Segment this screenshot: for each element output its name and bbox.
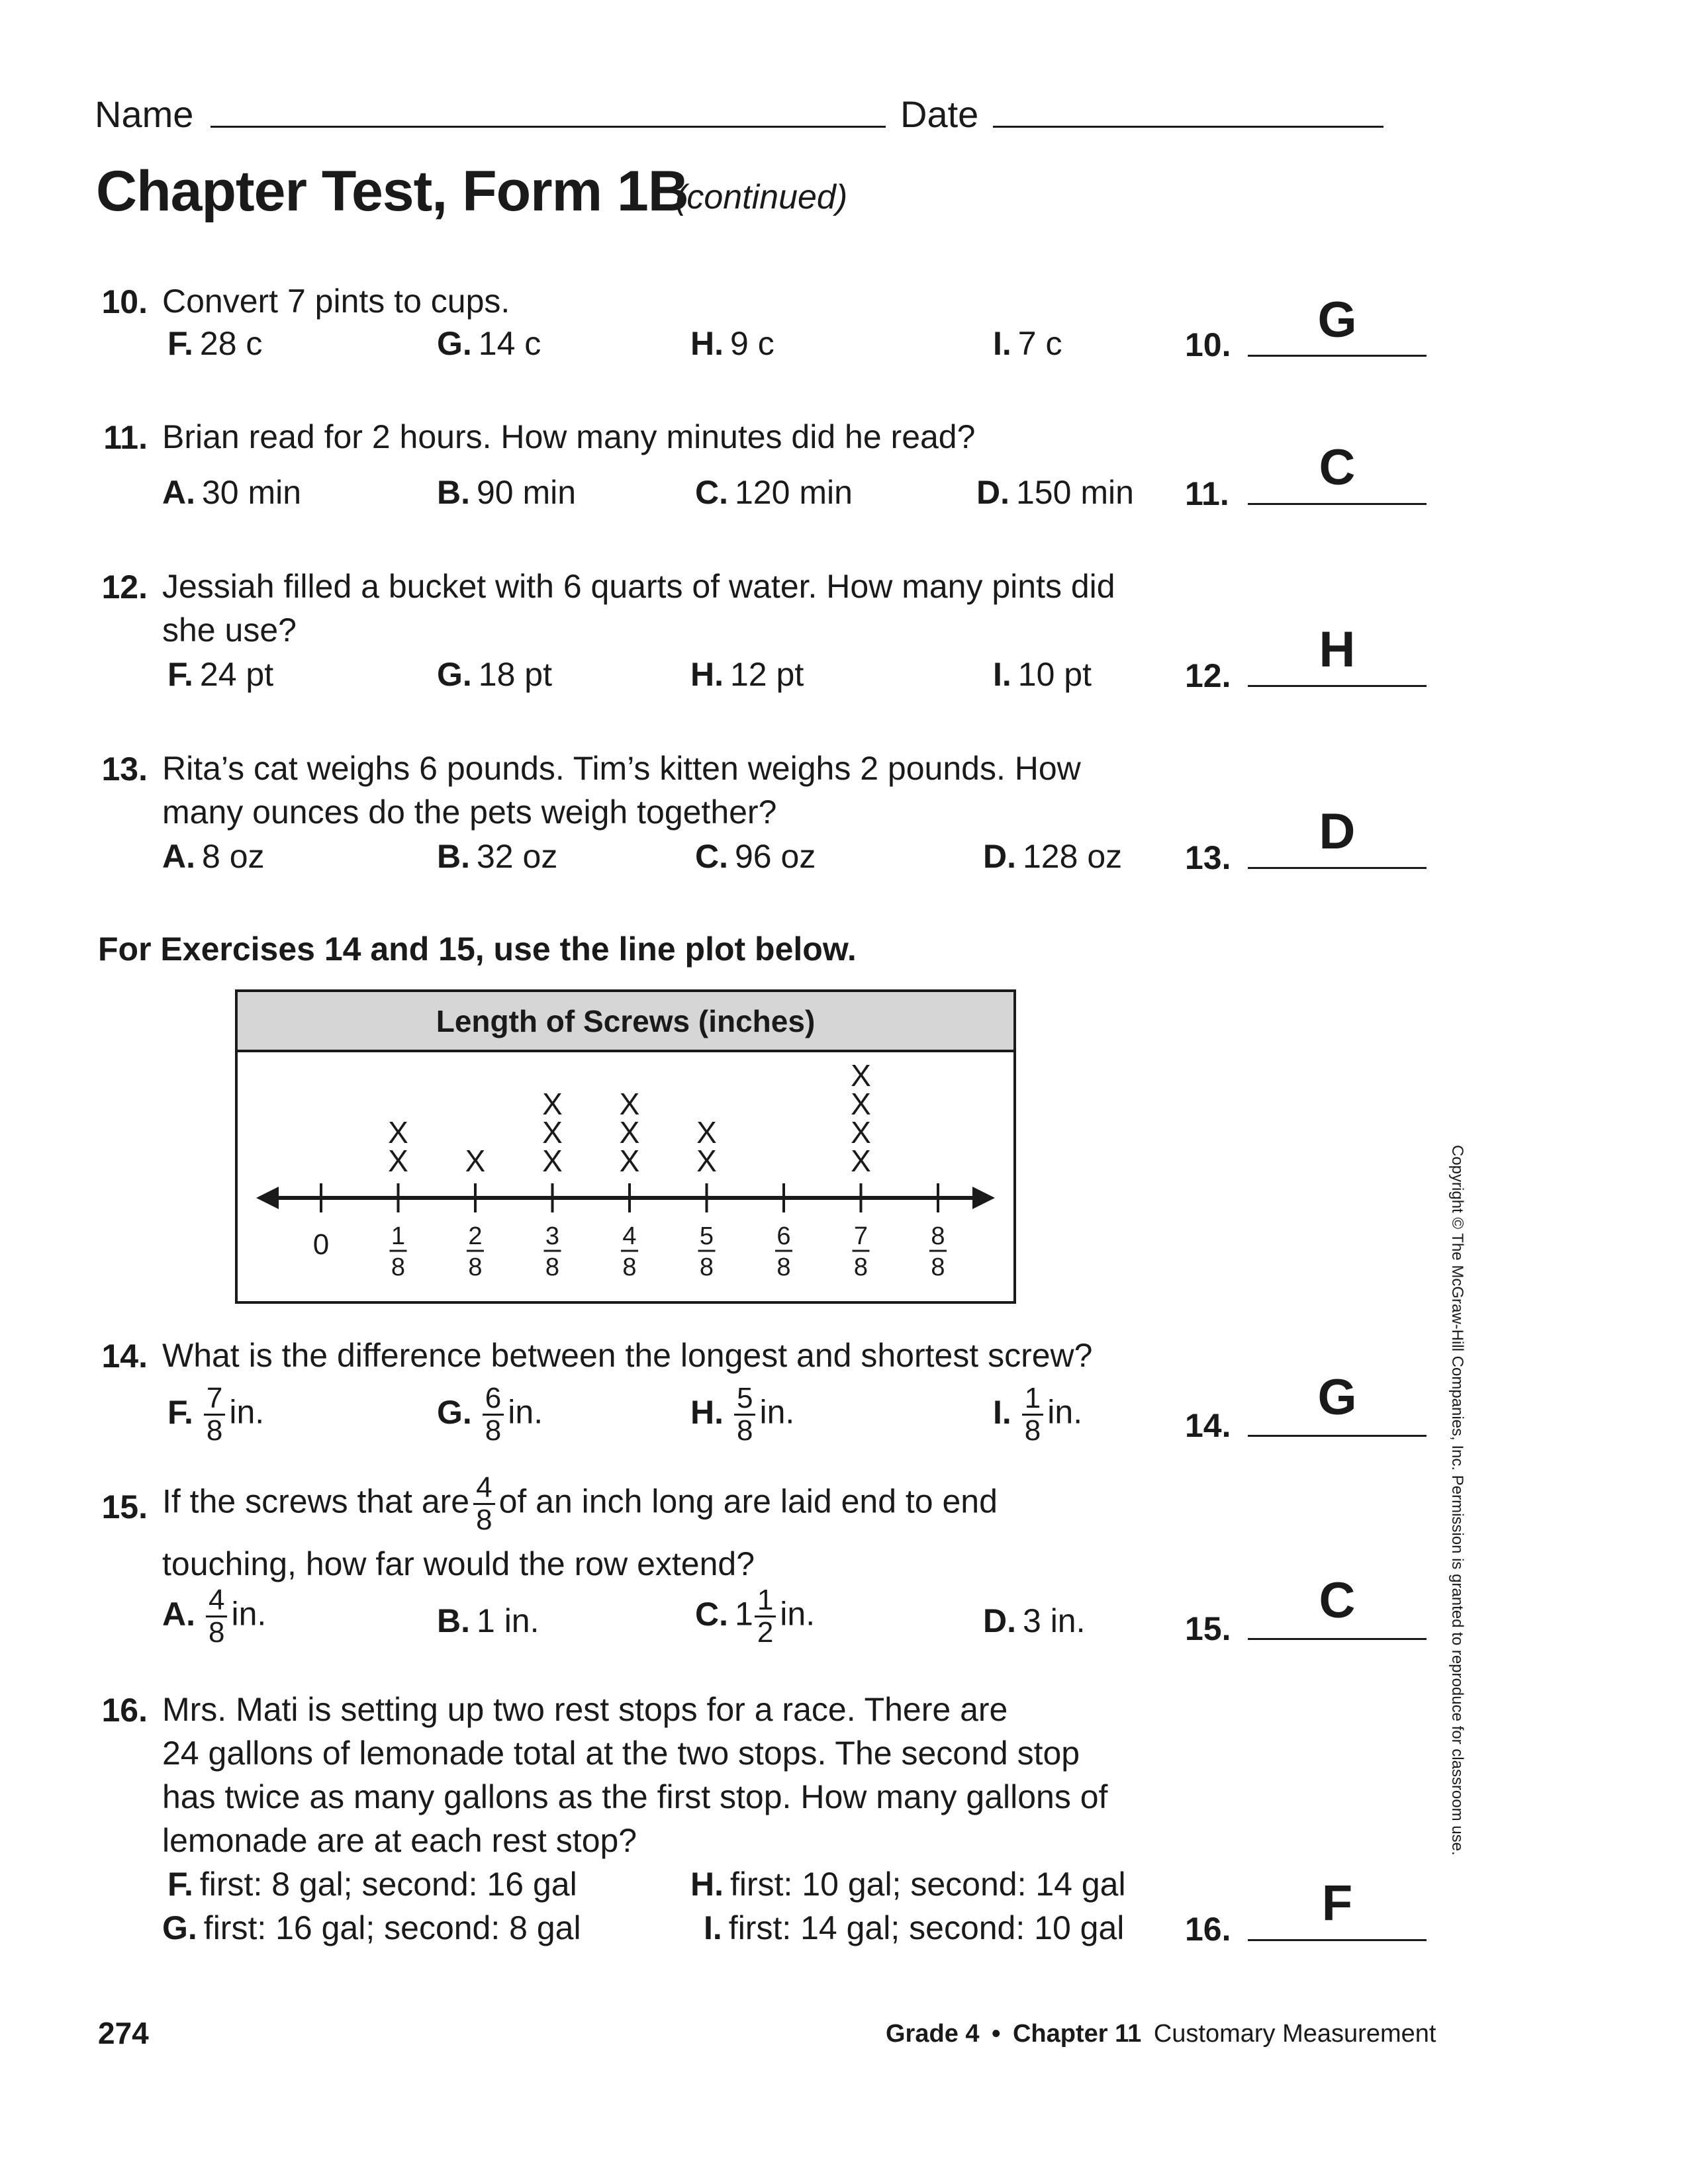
data-point-x: X [388,1144,408,1178]
option-a[interactable]: A. 30 min [162,474,302,511]
answer-line[interactable] [1248,867,1427,869]
data-point-x: X [542,1144,563,1178]
answer-value: C [1319,1572,1356,1629]
data-point-x: X [696,1144,717,1178]
answer-line[interactable] [1248,503,1427,505]
name-field[interactable] [211,126,886,128]
option-f[interactable]: F. 28 c [167,325,263,362]
tick-label-numerator: 3 [545,1222,560,1250]
option-b[interactable]: B. 90 min [437,474,577,511]
answer-value: D [1319,803,1356,860]
tick-label-numerator: 6 [776,1222,791,1250]
date-field[interactable] [993,126,1383,128]
tick-label: 0 [312,1228,330,1261]
option-a[interactable]: A. 8 oz [162,838,265,875]
option-g[interactable]: G. 14 c [437,325,541,362]
answer-line[interactable] [1248,355,1427,357]
answer-label: 11. [1185,475,1229,512]
option-g[interactable]: G. first: 16 gal; second: 8 gal [162,1909,581,1946]
answer-line[interactable] [1248,1435,1427,1437]
footer-chapter-info [886,2020,1436,2048]
data-point-x: X [619,1115,640,1150]
option-b[interactable]: B. 1 in. [437,1602,539,1639]
question-text-line3: has twice as many gallons as the first stop. How many gallons of [162,1778,1108,1815]
answer-label: 12. [1185,657,1231,694]
answer-value: C [1319,439,1356,496]
data-point-x: X [696,1115,717,1150]
data-point-x: X [619,1144,640,1178]
option-d[interactable]: D. 150 min [976,474,1134,511]
answer-label: 16. [1185,1911,1231,1948]
question-text-line4: lemonade are at each rest stop? [162,1822,637,1859]
option-g[interactable]: G. 18 pt [437,656,553,693]
answer-line[interactable] [1248,1939,1427,1941]
answer-line[interactable] [1248,685,1427,687]
question-text: Convert 7 pints to cups. [162,283,510,320]
name-label: Name [95,93,194,135]
option-a[interactable]: A. $\frac{4}{8}$ in. [162,1584,267,1649]
footer-chapter: Chapter 11 [1012,2020,1142,2048]
answer-value: G [1317,292,1357,348]
copyright-notice: Copyright © The McGraw-Hill Companies, Inc. Permission is granted to reproduce for classroom use. [1448,1145,1466,1856]
answer-label: 15. [1185,1610,1231,1647]
option-f[interactable]: F. first: 8 gal; second: 16 gal [167,1866,577,1903]
option-i[interactable]: I. 10 pt [993,656,1092,693]
question-text: What is the difference between the longest and shortest screw? [162,1337,1093,1374]
answer-label: 13. [1185,839,1231,876]
option-b[interactable]: B. 32 oz [437,838,558,875]
option-f[interactable]: F. 24 pt [167,656,274,693]
option-h[interactable]: H. first: 10 gal; second: 14 gal [690,1866,1126,1903]
question-number: 10. [101,283,148,320]
line-plot [235,989,1016,1304]
question-text-line2: touching, how far would the row extend? [162,1545,755,1582]
footer-bullet: • [992,2020,1001,2048]
plot-title: Length of Screws (inches) [436,1004,816,1038]
option-i[interactable]: I. first: 14 gal; second: 10 gal [704,1909,1125,1946]
data-point-x: X [851,1058,871,1093]
question-text-line1: Rita’s cat weighs 6 pounds. Tim’s kitten weighs 2 pounds. How [162,750,1081,787]
option-i[interactable]: I. $\frac{1}{8}$ in. [993,1382,1083,1447]
tick-label-denominator: 8 [391,1253,406,1281]
option-c[interactable]: C. 120 min [695,474,853,511]
option-f[interactable]: F. $\frac{7}{8}$ in. [167,1382,265,1447]
answer-line[interactable] [1248,1638,1427,1640]
tick-label-denominator: 8 [853,1253,868,1281]
question-number: 13. [101,751,148,788]
tick-label-numerator: 2 [468,1222,483,1250]
tick-label-numerator: 5 [699,1222,714,1250]
data-point-x: X [465,1144,486,1178]
option-d[interactable]: D. 3 in. [983,1602,1086,1639]
question-number: 11. [103,419,148,456]
question-text: Brian read for 2 hours. How many minutes did he read? [162,418,976,455]
footer-topic: Customary Measurement [1153,2020,1436,2048]
option-d[interactable]: D. 128 oz [983,838,1123,875]
question-text-line1: If the screws that are $\frac{4}{8}$ of an inch long are laid end to end [162,1471,998,1536]
data-point-x: X [542,1087,563,1121]
tick-label-denominator: 8 [468,1253,483,1281]
tick-label-denominator: 8 [699,1253,714,1281]
exercise-note: For Exercises 14 and 15, use the line plot below. [98,931,857,968]
tick-label-denominator: 8 [931,1253,945,1281]
answer-label: 10. [1185,326,1231,363]
answer-value: F [1321,1875,1353,1931]
data-point-x: X [388,1115,408,1150]
question-number: 14. [101,1338,148,1375]
question-number: 12. [101,569,148,606]
option-h[interactable]: H. 9 c [690,325,774,362]
tick-label-denominator: 8 [776,1253,791,1281]
question-number: 15. [101,1488,148,1525]
page-number: 274 [98,2016,149,2050]
option-i[interactable]: I. 7 c [993,325,1062,362]
tick-label-numerator: 1 [391,1222,406,1250]
option-h[interactable]: H. 12 pt [690,656,804,693]
option-g[interactable]: G. $\frac{6}{8}$ in. [437,1382,543,1447]
footer-grade: Grade 4 [886,2020,980,2048]
data-point-x: X [851,1087,871,1121]
option-h[interactable]: H. $\frac{5}{8}$ in. [690,1382,795,1447]
continued-note: (continued) [675,178,848,216]
tick-label-numerator: 7 [853,1222,868,1250]
question-text-line1: Mrs. Mati is setting up two rest stops for a race. There are [162,1691,1008,1728]
tick-label-numerator: 4 [622,1222,637,1250]
page-title: Chapter Test, Form 1B [96,159,688,223]
option-c[interactable]: C. 96 oz [695,838,816,875]
question-text-line2: 24 gallons of lemonade total at the two stops. The second stop [162,1735,1080,1772]
question-text-line2: she use? [162,612,297,649]
tick-label-denominator: 8 [622,1253,637,1281]
tick-label-denominator: 8 [545,1253,560,1281]
tick-label-numerator: 8 [931,1222,945,1250]
question-text-line2: many ounces do the pets weigh together? [162,794,777,831]
answer-value: G [1317,1369,1357,1426]
answer-label: 14. [1185,1407,1231,1444]
answer-value: H [1319,621,1356,678]
data-point-x: X [542,1115,563,1150]
option-c[interactable]: C. 1 $\frac{1}{2}$ in. [695,1584,816,1649]
data-point-x: X [619,1087,640,1121]
data-point-x: X [851,1115,871,1150]
question-text-line1: Jessiah filled a bucket with 6 quarts of water. How many pints did [162,568,1115,605]
date-label: Date [900,93,979,135]
question-number: 16. [101,1692,148,1729]
data-point-x: X [851,1144,871,1178]
